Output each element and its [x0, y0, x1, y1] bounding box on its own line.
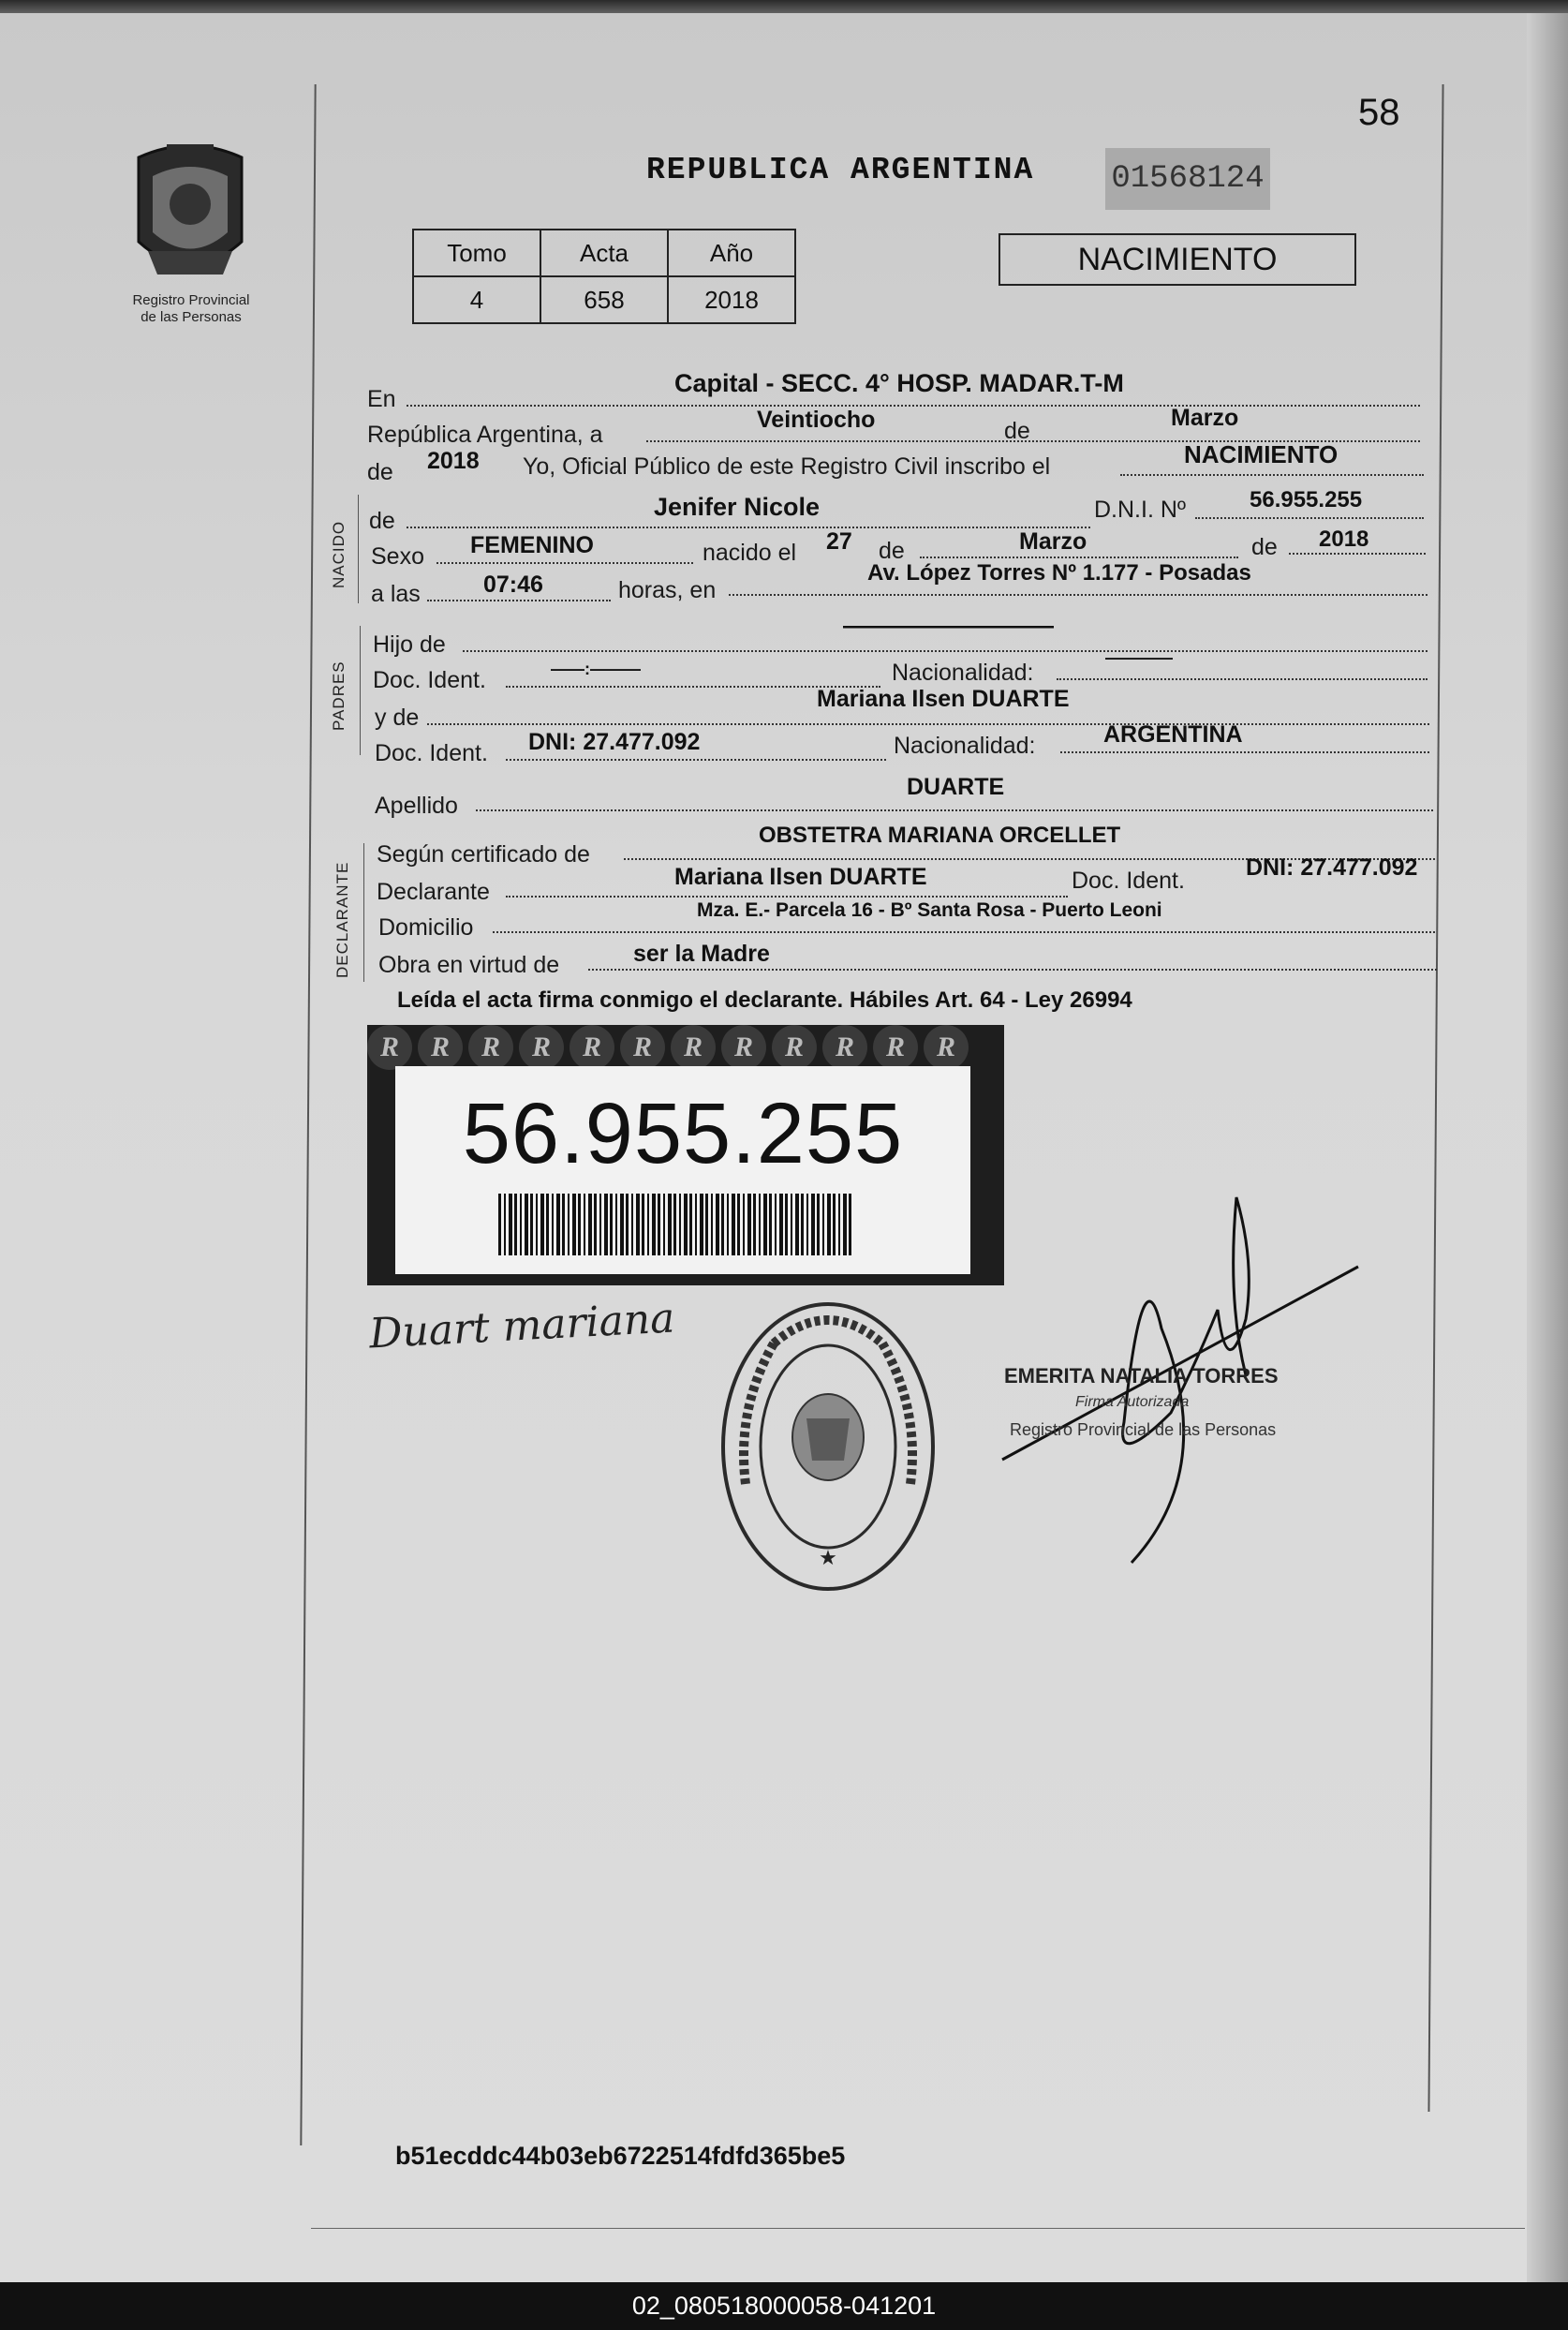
value-anio: 2018 [668, 276, 795, 323]
label-y-de: y de [375, 705, 420, 731]
value-madre: Mariana Ilsen DUARTE [817, 686, 1070, 712]
value-dni: 56.955.255 [1250, 487, 1363, 512]
label-domicilio: Domicilio [378, 914, 474, 941]
value-nacionalidad-madre: ARGENTINA [1103, 721, 1243, 748]
dotted-line [463, 650, 1427, 652]
dotted-line [1195, 517, 1424, 519]
value-anio: 2018 [427, 448, 480, 474]
header-acta: Acta [540, 230, 668, 276]
label-dni: D.N.I. Nº [1094, 497, 1187, 523]
label-doc-ident-2: Doc. Ident. [375, 740, 488, 766]
label-nacido-el: nacido el [703, 540, 797, 566]
value-lugar-nac: Av. López Torres Nº 1.177 - Posadas [867, 560, 1251, 586]
svg-text:★: ★ [819, 1547, 837, 1570]
logo-caption: Registro Provincial de las Personas [132, 292, 250, 325]
official-name: EMERITA NATALIA TORRES [1004, 1364, 1279, 1388]
value-nombre: Jenifer Nicole [654, 493, 821, 521]
label-de-mes: de [879, 538, 905, 564]
value-anio-nac: 2018 [1319, 527, 1369, 552]
barcode-label [395, 1066, 970, 1274]
dotted-line [476, 809, 1433, 811]
label-a-las: a las [371, 581, 421, 607]
label-de-nombre: de [369, 508, 395, 534]
label-obra: Obra en virtud de [378, 952, 560, 978]
bottom-line [311, 2228, 1525, 2229]
label-de-anio: de [1251, 534, 1278, 560]
serial-number: 01568124 [1105, 148, 1270, 210]
section-bar-padres [360, 626, 361, 755]
dotted-line [506, 896, 1068, 898]
dotted-line [493, 931, 1435, 933]
value-doc-declarante: DNI: 27.477.092 [1246, 854, 1418, 881]
label-sexo: Sexo [371, 543, 424, 570]
dotted-line [506, 759, 886, 761]
value-lugar: Capital - SECC. 4° HOSP. MADAR.T-M [674, 369, 1124, 397]
dotted-line [407, 405, 1420, 407]
closing-text: Leída el acta firma conmigo el declarante. Hábiles Art. 64 - Ley 26994 [397, 987, 1132, 1013]
dotted-line [729, 594, 1427, 596]
dotted-line [427, 723, 1429, 725]
value-hijo-de: ————————— [843, 613, 1054, 639]
page-right-edge [1527, 13, 1568, 2282]
dotted-line [588, 969, 1437, 971]
label-republica: República Argentina, a [367, 422, 603, 448]
barcode-bars [498, 1194, 854, 1255]
coat-of-arms-logo [120, 139, 260, 289]
barcode-number: 56.955.255 [462, 1086, 904, 1181]
dotted-line [1057, 678, 1427, 680]
label-oficial: Yo, Oficial Público de este Registro Civil inscribo el [523, 453, 1051, 480]
label-nacionalidad-1: Nacionalidad: [892, 660, 1034, 686]
declarant-signature: Duart mariana [367, 1294, 676, 1358]
value-domicilio: Mza. E.- Parcela 16 - Bº Santa Rosa - Puerto Leoni [697, 899, 1162, 921]
value-doc-ident-1: ——:——— [551, 660, 641, 678]
page-number: 58 [1358, 92, 1400, 133]
dotted-line [1060, 751, 1429, 753]
value-acta: 658 [540, 276, 668, 323]
value-dia-nac: 27 [826, 528, 852, 555]
section-label-padres: PADRES [330, 660, 348, 731]
dotted-line [920, 557, 1238, 558]
header-anio: Año [668, 230, 795, 276]
value-declarante: Mariana Ilsen DUARTE [674, 864, 927, 890]
value-sexo: FEMENINO [470, 532, 594, 558]
tomo-acta-anio-table [412, 229, 796, 324]
value-dia-letras: Veintiocho [757, 407, 876, 433]
dotted-line [407, 527, 1090, 528]
label-declarante: Declarante [377, 879, 490, 905]
value-tomo: 4 [413, 276, 540, 323]
value-tipo: NACIMIENTO [1184, 440, 1339, 468]
section-label-declarante: DECLARANTE [333, 861, 351, 978]
label-de: de [1004, 418, 1030, 444]
value-obra: ser la Madre [633, 941, 770, 967]
label-hijo-de: Hijo de [373, 631, 446, 658]
dotted-line [436, 562, 693, 564]
sticker-pattern-top: R R R R R R R R R R R R [367, 1025, 1004, 1070]
label-en: En [367, 386, 396, 412]
label-horas-en: horas, en [618, 577, 717, 603]
value-nacionalidad-1: ———— [1105, 648, 1173, 667]
label-nacionalidad-2: Nacionalidad: [894, 733, 1036, 759]
value-certificado: OBSTETRA MARIANA ORCELLET [759, 823, 1121, 848]
label-apellido: Apellido [375, 793, 458, 819]
label-de2: de [367, 459, 393, 485]
label-doc-ident-1: Doc. Ident. [373, 667, 486, 693]
label-doc-ident-3: Doc. Ident. [1072, 868, 1185, 894]
value-doc-madre: DNI: 27.477.092 [528, 729, 701, 755]
section-bar-declarante [363, 843, 364, 982]
official-seal [717, 1297, 939, 1596]
dni-barcode-sticker [367, 1025, 1004, 1285]
dotted-line [427, 600, 611, 601]
act-type-box: NACIMIENTO [998, 233, 1356, 286]
value-mes-nac: Marzo [1019, 528, 1087, 555]
official-role: Firma Autorizada [1075, 1394, 1190, 1410]
value-mes: Marzo [1171, 405, 1239, 431]
document-title: REPUBLICA ARGENTINA [646, 153, 1035, 187]
dotted-line [1120, 474, 1424, 476]
value-apellido: DUARTE [907, 774, 1005, 800]
label-segun: Según certificado de [377, 841, 590, 868]
header-tomo: Tomo [413, 230, 540, 276]
section-label-nacido: NACIDO [330, 520, 348, 588]
dotted-line [1289, 553, 1426, 555]
document-hash: b51ecddc44b03eb6722514fdfd365be5 [395, 2142, 846, 2170]
value-hora: 07:46 [483, 571, 543, 598]
section-bar-nacido [358, 495, 359, 603]
footer-code: 02_080518000058-041201 [0, 2282, 1568, 2330]
official-org: Registro Provincial de las Personas [1010, 1420, 1277, 1439]
